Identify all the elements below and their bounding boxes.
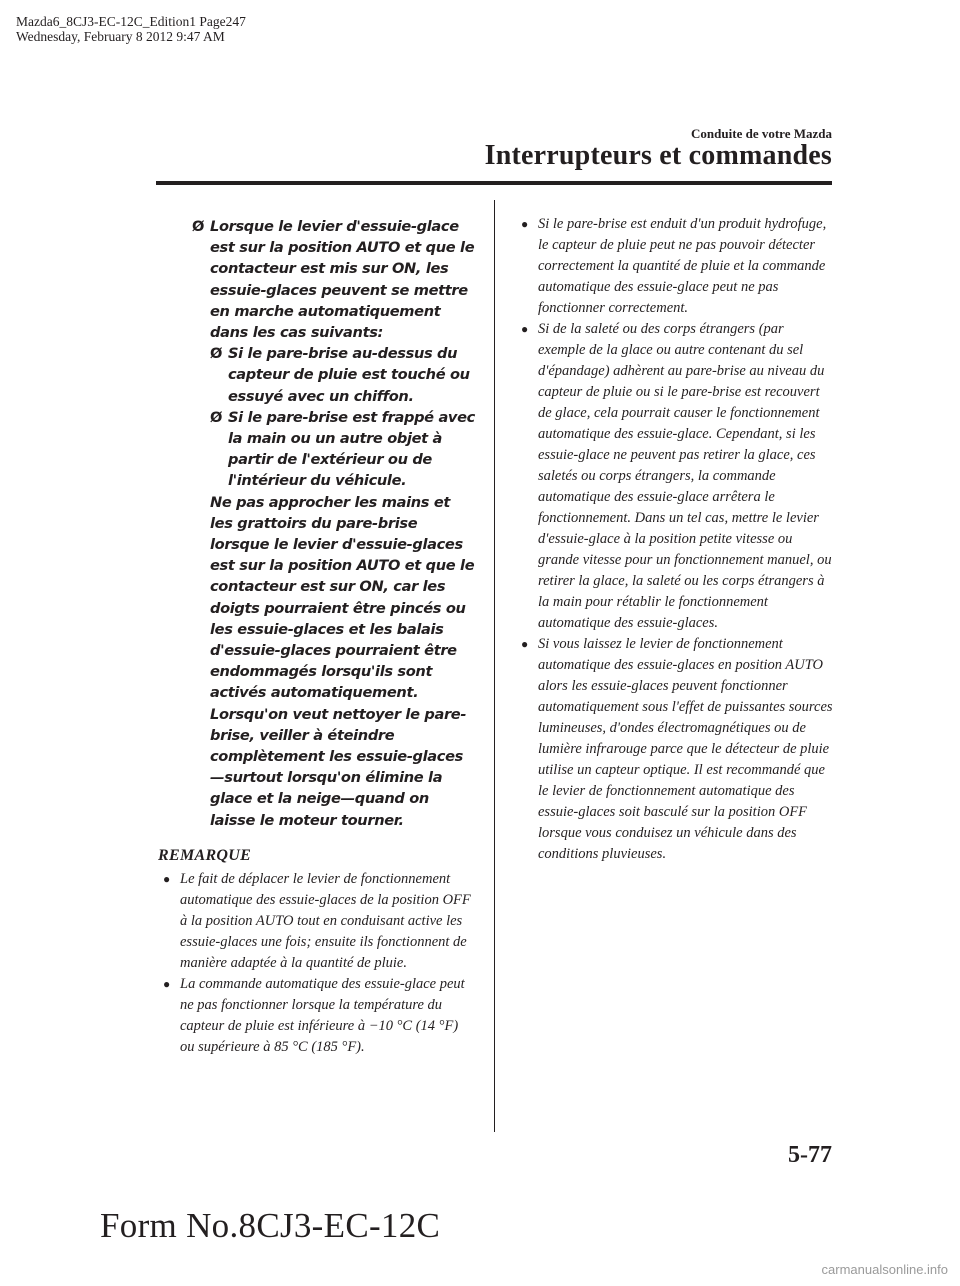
arrow-icon: Ø	[192, 218, 205, 235]
watermark: carmanualsonline.info	[821, 1262, 948, 1277]
print-stamp-date: Wednesday, February 8 2012 9:47 AM	[16, 29, 225, 44]
note-item	[158, 869, 476, 974]
bullet-icon: ●	[521, 637, 529, 651]
warning-block	[192, 216, 476, 831]
warning-paragraph: Ne pas approcher les mains et les grattoirs du pare-brise lorsque le levier d'essuie-glaces est sur la position AUTO et que le contacteur est sur ON, car les doigts pourraient être pincés ou les essuie-glaces et les balais d'essuie-glaces pourraient être endommagés lorsqu'ils sont activés automatiquement.	[210, 493, 475, 702]
warning-paragraph: Lorsqu'on veut nettoyer le pare-brise, veiller à éteindre complètement les essuie-glaces—surtout lorsqu'on élimine la glace et la neige—quand on laisse le moteur tourner.	[210, 705, 467, 829]
form-number: Form No.8CJ3-EC-12C	[100, 1206, 441, 1245]
note-text: Le fait de déplacer le levier de fonctionnement automatique des essuie-glaces de la position OFF à la position AUTO tout en conduisant active les essuie-glaces une fois; ensuite ils fonctionnent de manière adaptée à la quantité de pluie.	[180, 870, 471, 971]
bullet-icon: ●	[163, 871, 171, 886]
remarque-heading: REMARQUE	[158, 846, 252, 864]
bullet-icon: ●	[521, 217, 529, 231]
warning-case-text: Si le pare-brise au-dessus du capteur de pluie est touché ou essuyé avec un chiffon.	[228, 345, 470, 405]
note-list	[158, 869, 476, 1058]
note-text: Si vous laissez le levier de fonctionnement automatique des essuie-glaces en position AUTO alors les essuie-glaces peuvent fonctionner automatiquement sous l'effet de puissantes sources lumineuses, d'ondes électromagnétiques ou de lumière infrarouge parce que le détecteur de pluie utilise un capteur optique. Il est recommandé que le levier de fonctionnement automatique des essuie-glaces soit basculé sur la position OFF lorsque vous conduisez un véhicule dans des conditions pluvieuses.	[538, 636, 833, 862]
note-item	[516, 319, 834, 634]
warning-intro-text: Lorsque le levier d'essuie-glace est sur la position AUTO et que le contacteur est mis sur ON, les essuie-glaces peuvent se mettre en marche automatiquement dans les cas suivants:	[210, 218, 475, 342]
warning-case	[210, 343, 476, 407]
note-item	[516, 634, 834, 865]
section-subtitle: Conduite de votre Mazda	[691, 126, 832, 141]
column-divider	[494, 200, 495, 1132]
bullet-icon: ●	[521, 322, 529, 336]
note-item	[516, 214, 834, 319]
arrow-icon: Ø	[210, 345, 223, 363]
right-column	[516, 214, 834, 865]
print-stamp	[16, 14, 246, 44]
note-item	[158, 974, 476, 1058]
page-number: 5-77	[788, 1142, 832, 1168]
note-text: Si de la saleté ou des corps étrangers (par exemple de la glace ou autre contenant du sel d'épandage) adhèrent au pare-brise au niveau du capteur de pluie ou si le pare-brise est recouvert de glace, cela pourrait causer le fonctionnement automatique des essuie-glace. Cependant, si les essuie-glace ne peuvent pas retirer la glace, ces saletés ou corps étrangers, la commande automatique des essuie-glace arrêtera le fonctionnement. Dans un tel cas, mettre le levier d'essuie-glace à la position petite vitesse ou grande vitesse pour un fonctionnement manuel, ou retirer la glace, la saleté ou les corps étrangers à la main pour rétablir le fonctionnement automatique des essuie-glaces.	[538, 321, 832, 631]
arrow-icon: Ø	[210, 408, 223, 426]
left-column	[158, 216, 476, 1058]
warning-case-text: Si le pare-brise est frappé avec la main ou un autre objet à partir de l'extérieur ou de l'intérieur du véhicule.	[228, 408, 475, 490]
bullet-icon: ●	[163, 976, 171, 991]
header-rule	[156, 181, 832, 185]
note-text: Si le pare-brise est enduit d'un produit hydrofuge, le capteur de pluie peut ne pas pouvoir détecter correctement la quantité de pluie et la commande automatique des essuie-glace peut ne pas fonctionner correctement.	[538, 216, 827, 316]
print-stamp-file: Mazda6_8CJ3-EC-12C_Edition1 Page247	[16, 14, 246, 29]
section-title: Interrupteurs et commandes	[484, 140, 832, 171]
warning-intro	[192, 216, 476, 343]
note-text: La commande automatique des essuie-glace peut ne pas fonctionner lorsque la température du capteur de pluie est inférieure à −10 °C (14 °F) ou supérieure à 85 °C (185 °F).	[180, 975, 465, 1055]
warning-case	[210, 407, 476, 492]
